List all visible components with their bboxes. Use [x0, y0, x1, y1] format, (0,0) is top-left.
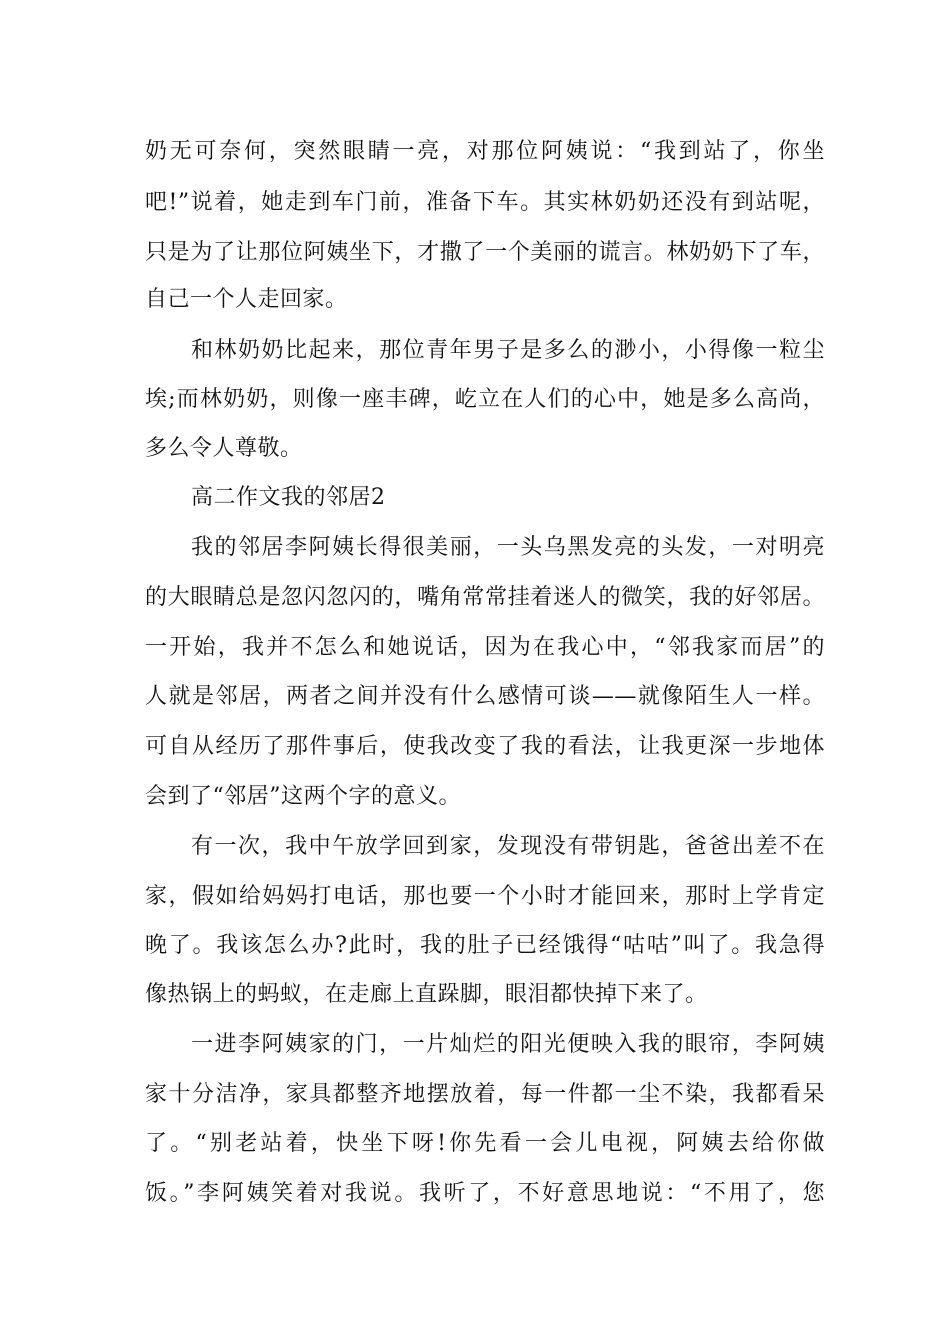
- text-line: 的大眼睛总是忽闪忽闪的，嘴角常常挂着迷人的微笑，我的好邻居。: [145, 585, 825, 610]
- text-line: 家十分洁净，家具都整齐地摆放着，每一件都一尘不染，我都看呆: [145, 1082, 825, 1107]
- text-line: 埃;而林奶奶，则像一座丰碑，屹立在人们的心中，她是多么高尚，: [145, 387, 825, 412]
- text-line: 晚了。我该怎么办?此时，我的肚子已经饿得“咕咕”叫了。我急得: [145, 933, 825, 958]
- text-line: 像热锅上的蚂蚁，在走廊上直跺脚，眼泪都快掉下来了。: [145, 982, 708, 1007]
- section-heading: 高二作文我的邻居2: [191, 485, 386, 510]
- text-line: 一开始，我并不怎么和她说话，因为在我心中，“邻我家而居”的: [145, 635, 825, 660]
- text-line: 只是为了让那位阿姨坐下，才撒了一个美丽的谎言。林奶奶下了车，: [145, 240, 825, 265]
- text-line: 人就是邻居，两者之间并没有什么感情可谈——就像陌生人一样。: [145, 684, 825, 709]
- paragraph-first-line: 和林奶奶比起来，那位青年男子是多么的渺小，小得像一粒尘: [191, 338, 825, 363]
- paragraph-first-line: 有一次，我中午放学回到家，发现没有带钥匙，爸爸出差不在: [191, 834, 825, 859]
- text-line: 会到了“邻居”这两个字的意义。: [145, 784, 461, 809]
- text-line: 可自从经历了那件事后，使我改变了我的看法，让我更深一步地体: [145, 734, 825, 759]
- text-line: 了。“别老站着，快坐下呀!你先看一会儿电视，阿姨去给你做: [145, 1131, 825, 1156]
- text-line: 吧!”说着，她走到车门前，准备下车。其实林奶奶还没有到站呢，: [145, 190, 825, 215]
- paragraph-first-line: 我的邻居李阿姨长得很美丽，一头乌黑发亮的头发，一对明亮: [191, 535, 825, 560]
- text-line: 饭。”李阿姨笑着对我说。我听了，不好意思地说：“不用了，您: [145, 1181, 825, 1206]
- text-line: 自己一个人走回家。: [145, 287, 348, 312]
- text-line: 多么令人尊敬。: [145, 436, 303, 461]
- text-line: 奶无可奈何，突然眼睛一亮，对那位阿姨说：“我到站了，你坐: [145, 139, 825, 164]
- paragraph-first-line: 一进李阿姨家的门，一片灿烂的阳光便映入我的眼帘，李阿姨: [191, 1032, 825, 1057]
- text-line: 家，假如给妈妈打电话，那也要一个小时才能回来，那时上学肯定: [145, 884, 825, 909]
